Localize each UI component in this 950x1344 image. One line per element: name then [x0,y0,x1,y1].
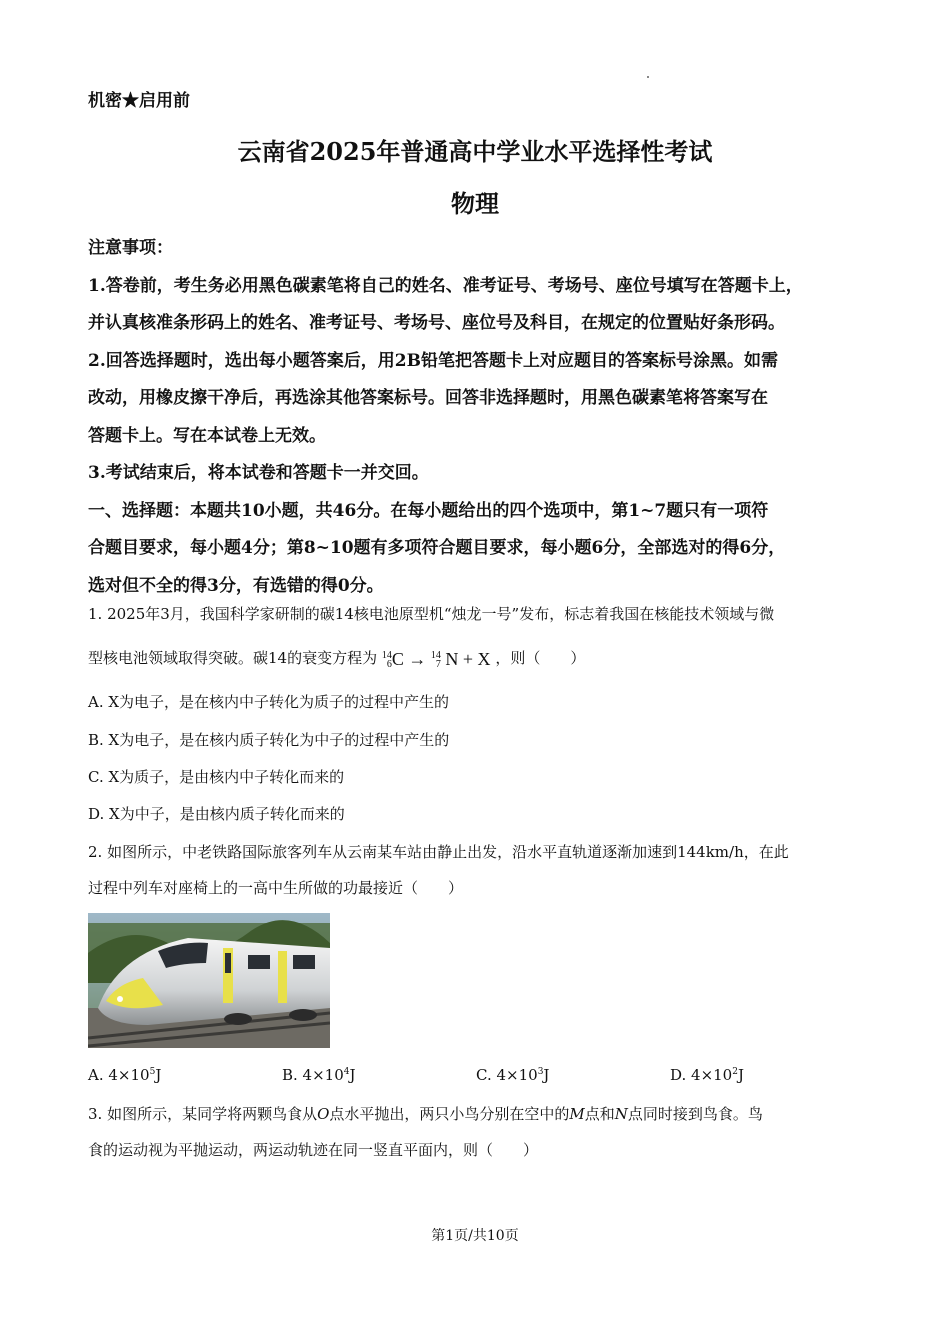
page-footer: 第1页/共10页 [431,1228,519,1244]
confidential-label: 机密★启用前 [88,91,190,111]
stray-dot [647,76,649,78]
notes-section [88,230,878,605]
c-symbol: C [391,648,404,669]
subject-title: 物理 [451,189,499,218]
c-mass-number: 14 [381,650,392,662]
q1-option-a: A. X为电子，是在核内中子转化为质子的过程中产生的 [88,693,450,711]
point-m: M [569,1105,585,1123]
q2-option-b: B. $4\times 10^4J$ [282,1066,356,1084]
q3-line-2: 食的运动视为平抛运动，两运动轨迹在同一竖直平面内，则（ ） [88,1141,539,1159]
section-1-line-1: 一、选择题：本题共10小题，共46分。在每小题给出的四个选项中，第1~7题只有一项符 [88,500,769,521]
q1-option-d: D. X为中子，是由核内质子转化而来的 [88,805,345,823]
plus-sign: + [462,648,474,669]
note-2-line-3: 答题卡上。写在本试卷上无效。 [88,425,326,446]
q2-option-c: C. $4\times 10^3J$ [476,1066,550,1084]
q1-line-2 [88,648,878,669]
exam-title: 云南省2025年普通高中学业水平选择性考试 [237,137,713,166]
note-1-line-1: 1.答卷前，考生务必用黑色碳素笔将自己的姓名、准考证号、考场号、座位号填写在答题卡上， [88,275,803,296]
c-atomic-number: 6 [386,659,392,671]
n-mass-number: 14 [430,650,441,662]
n-symbol: N [445,648,459,669]
q2-option-a: A. $4\times 10^5J$ [88,1066,162,1084]
train-illustration [88,913,330,1048]
section-1-line-3: 选对但不全的得3分，有选错的得0分。 [88,575,384,596]
note-2-line-1: 2.回答选择题时，选出每小题答案后，用2B铅笔把答题卡上对应题目的答案标号涂黑。如需 [88,350,778,371]
x-symbol: X [477,648,491,669]
notes-heading: 注意事项： [88,238,173,258]
point-o: O [317,1105,330,1123]
q1-option-c: C. X为质子，是由核内中子转化而来的 [88,768,345,786]
q2-line-1: 2. 如图所示，中老铁路国际旅客列车从云南某车站由静止出发，沿水平直轨道逐渐加速到144km/h，在此 [88,843,789,861]
decay-equation [382,649,491,670]
note-3: 3.考试结束后，将本试卷和答题卡一并交回。 [88,463,429,483]
q3-line-1: 3. 如图所示，某同学将两颗鸟食从O点水平抛出，两只小鸟分别在空中的M点和N点同时接到鸟食。鸟 [88,1105,763,1123]
train-image [88,913,330,1048]
note-1-line-2: 并认真核准条形码上的姓名、准考证号、考场号、座位号及科目，在规定的位置贴好条形码。 [88,313,785,333]
q1-text-before: 型核电池领域取得突破。碳14的衰变方程为 [88,649,378,667]
decay-arrow: → [408,648,427,669]
q2-line-2: 过程中列车对座椅上的一高中生所做的功最接近（ ） [88,879,464,897]
section-1-line-2: 合题目要求，每小题4分；第8~10题有多项符合题目要求，每小题6分，全部选对的得6分， [88,538,786,558]
q2-option-d: D. $4\times 10^2J$ [670,1066,744,1084]
q1-option-b: B. X为电子，是在核内质子转化为中子的过程中产生的 [88,731,450,749]
q1-text-after: ，则（ ） [495,649,586,667]
note-2-line-2: 改动，用橡皮擦干净后，再选涂其他答案标号。回答非选择题时，用黑色碳素笔将答案写在 [88,388,768,408]
q1-line-1: 1. 2025年3月，我国科学家研制的碳14核电池原型机“烛龙一号”发布，标志着我国在核能技术领域与微 [88,605,775,623]
n-atomic-number: 7 [435,659,441,671]
point-n: N [614,1105,628,1123]
